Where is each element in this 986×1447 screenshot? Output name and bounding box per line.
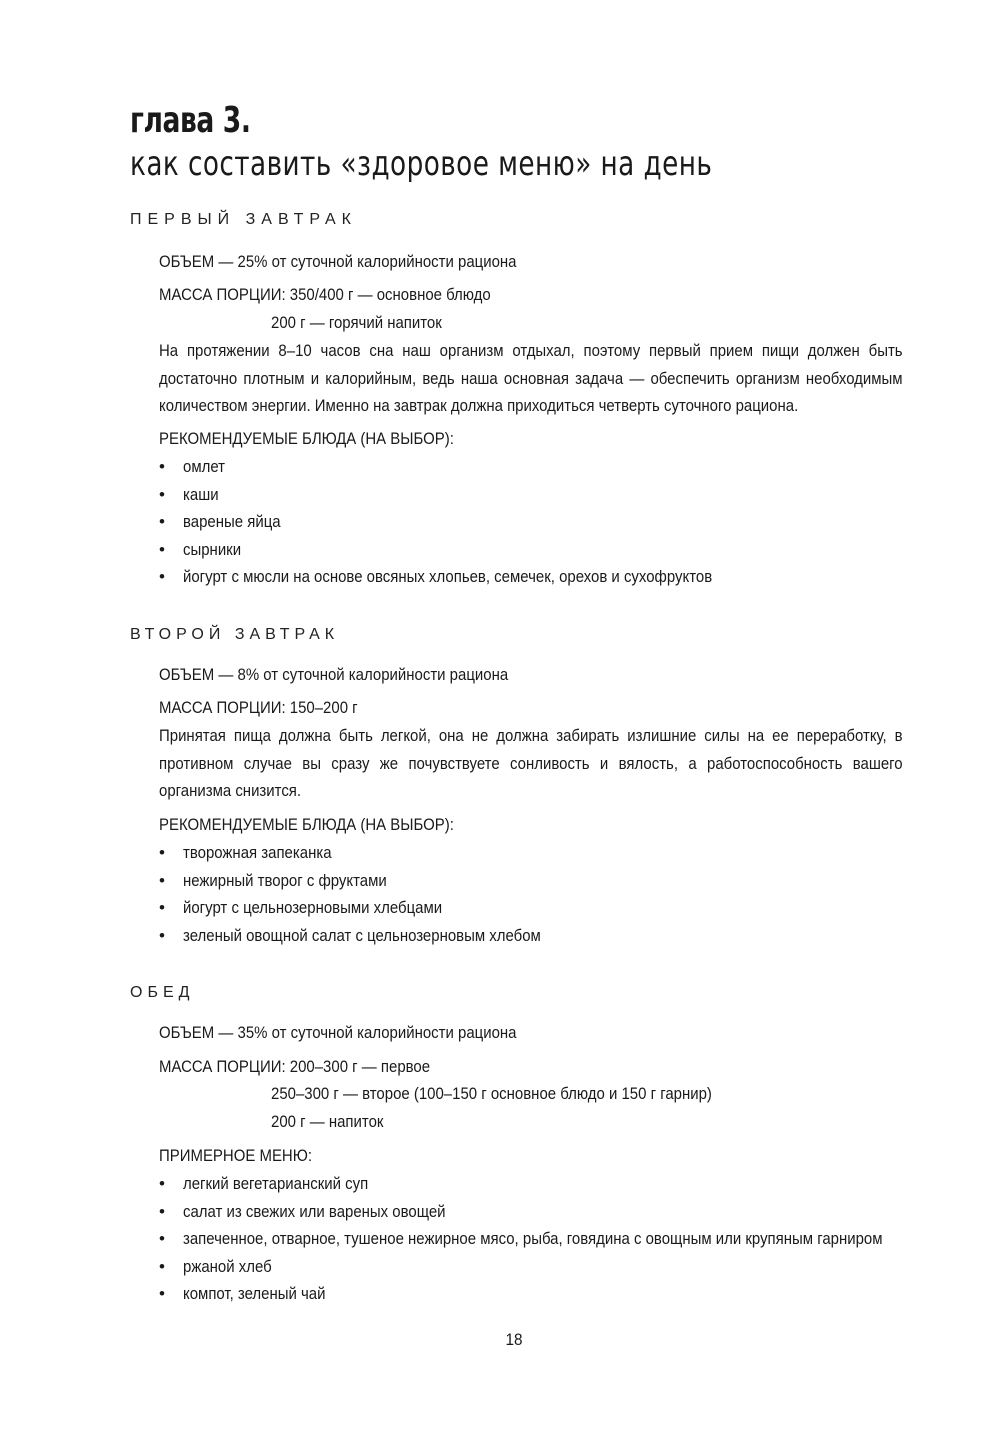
section-heading-breakfast-1: ПЕРВЫЙ ЗАВТРАК <box>130 211 357 228</box>
breakfast-1-mass: МАССА ПОРЦИИ: 350/400 г — основное блюдо <box>159 285 491 304</box>
bullet-icon: • <box>159 1256 165 1276</box>
breakfast-2-mass: МАССА ПОРЦИИ: 150–200 г <box>159 698 358 717</box>
breakfast-2-paragraph: Принятая пища должна быть легкой, она не должна забирать излишние силы на ее переработку, в противном случае вы сразу же почувствуете сонливость и вялость, а работоспособность вашего организма снизится. <box>159 726 903 800</box>
lunch-mass-second: 250–300 г — второе (100–150 г основное блюдо и 150 г гарнир) <box>271 1084 712 1103</box>
bullet-icon: • <box>159 1201 165 1221</box>
lunch-mass-drink: 200 г — напиток <box>271 1112 384 1131</box>
lunch-menu-heading: ПРИМЕРНОЕ МЕНЮ: <box>159 1146 312 1165</box>
breakfast-1-mass-drink: 200 г — горячий напиток <box>271 313 442 332</box>
bullet-icon: • <box>159 898 165 917</box>
page-number: 18 <box>505 1330 523 1349</box>
bullet-icon: • <box>159 1229 165 1248</box>
section-heading-breakfast-2: ВТОРОЙ ЗАВТРАК <box>130 626 340 643</box>
bullet-icon: • <box>159 843 165 862</box>
lunch-mass-first: МАССА ПОРЦИИ: 200–300 г — первое <box>159 1057 431 1076</box>
bullet-icon: • <box>159 1174 165 1193</box>
book-page: глава 3. как составить «здоровое меню» на день ПЕРВЫЙ ЗАВТРАК ОБЪЕМ — 25% от суточной калорийности рациона МАССА ПОРЦИИ: 350/400 г — основное блюдо 200 г — горячий напиток На протяжении 8–10 часов сна наш организм отдыхал, поэтому первый прием пищи должен быть достаточно плотным и калорийным, ведь наша основная задача — обеспечить организм необходимым количеством энергии. Именно на завтрак должна приходиться четверть суточного рациона. РЕКОМЕНДУЕМЫЕ БЛЮДА (НА ВЫБОР): • омлет • каши • вареные яйца • сырники • йогурт с мюсли на основе овсяных хлопьев, семечек, орехов и сухофруктов ВТОРОЙ ЗАВТРАК ОБЪЕМ — 8% от суточной калорийности рациона МАССА ПОРЦИИ: 150–200 г Принятая пища должна быть легкой, она не должна забирать излишние силы на ее переработку, в противном случае вы сразу же почувствуете сонливость и вялость, а работоспособность вашего организма снизится. РЕКОМЕНДУЕМЫЕ БЛЮДА (НА ВЫБОР): • творожная запеканка • нежирный творог с фруктами • йогурт с цельнозерновыми хлебцами • зеленый овощной салат с цельнозерновым хлебом ОБЕД ОБЪЕМ — 35% от суточной калорийности рациона МАССА ПОРЦИИ: 200–300 г — первое 250–300 г — второе (100–150 г основное блюдо и 150 г гарнир) 200 г — напиток ПРИМЕРНОЕ МЕНЮ: • легкий вегетарианский суп • салат из свежих или вареных овощей • запеченное, отварное, тушеное нежирное мясо, рыба, говядина с овощным или крупяным гарниром • ржаной хлеб • компот, зеленый чай 18 <box>0 0 986 1447</box>
bullet-icon: • <box>159 457 165 476</box>
lunch-volume: ОБЪЕМ — 35% от суточной калорийности рациона <box>159 1023 517 1042</box>
chapter-title: как составить «здоровое меню» на день <box>130 144 713 184</box>
breakfast-1-volume: ОБЪЕМ — 25% от суточной калорийности рациона <box>159 252 517 271</box>
bullet-icon: • <box>159 567 165 586</box>
bullet-icon: • <box>159 870 165 890</box>
bullet-icon: • <box>159 484 165 504</box>
breakfast-2-recommended: РЕКОМЕНДУЕМЫЕ БЛЮДА (НА ВЫБОР): <box>159 815 454 834</box>
bullet-icon: • <box>159 539 165 559</box>
chapter-label: глава 3. <box>130 100 251 141</box>
bullet-icon: • <box>159 925 165 945</box>
bullet-icon: • <box>159 512 165 531</box>
section-heading-lunch: ОБЕД <box>130 984 195 1001</box>
breakfast-2-volume: ОБЪЕМ — 8% от суточной калорийности рациона <box>159 665 509 684</box>
bullet-icon: • <box>159 1284 165 1303</box>
breakfast-1-paragraph: На протяжении 8–10 часов сна наш организм отдыхал, поэтому первый прием пищи должен быть достаточно плотным и калорийным, ведь наша основная задача — обеспечить организм необходимым количеством энергии. Именно на завтрак должна приходиться четверть суточного рациона. <box>159 341 903 415</box>
breakfast-1-recommended: РЕКОМЕНДУЕМЫЕ БЛЮДА (НА ВЫБОР): <box>159 429 454 448</box>
